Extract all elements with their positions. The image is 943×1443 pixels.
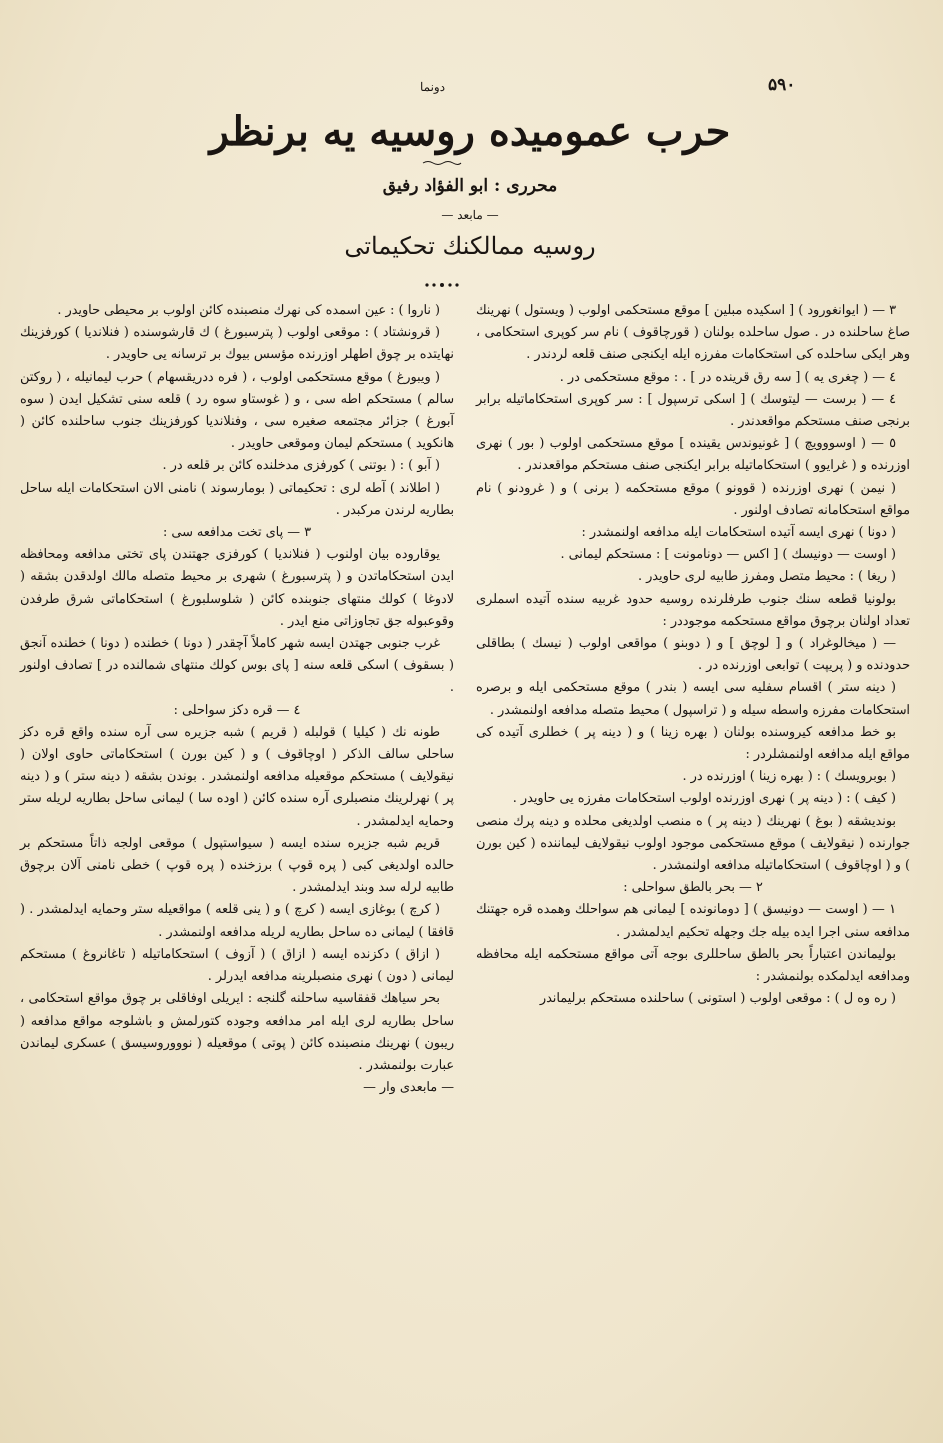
paragraph: ( كرچ ) بوغازی ايسه ( كرچ ) و ( ينی قلعه ) مواقعيله ستر وحمايه ايدلمشدر . ( قافقا ) ليمانی ده ساحل بطاريه لريله مدافعه اولنمشدر .: [20, 902, 454, 940]
continued-marker: — مابعد —: [441, 208, 499, 222]
paragraph: ( كيف ) : ( دينه پر ) نهری اوزرنده اولوب استحكامات مفرزه يی حاويدر .: [512, 791, 896, 807]
paragraph: ٤ — ( برست — ليتوسك ) [ اسكی ترسپول ] : سر كوپری استحكاماتيله برابر برنجی صنف مستحكم مواقعدندر .: [476, 391, 910, 430]
paragraph: ( دينه ستر ) اقسام سفليه سی ايسه ( بندر ) موقع مستحكمی ايله و برصره استحكامات مفرزه واسطه سيله و ( تراسپول ) محيط متصله مدافعه اولنمشدر .: [476, 680, 910, 718]
section-heading: ٢ — بحر بالطق سواحلی :: [623, 880, 763, 896]
paragraph: ( اوست — دونيسك ) [ اكس — دونامونت ] : مستحكم ليمانی .: [560, 547, 896, 563]
paragraph: ٤ — ( چغری يه ) [ سه رق قرينده در ] . : موقع مستحكمی در .: [559, 369, 896, 385]
paragraph: غرب جنوبی جهتدن ايسه شهر كاملاً آچقدر ( دونا ) خطنده ( دونا ) خطنده آنجق ( بسقوف ) اسكی قلعه سنه [ پای بوس كولك منتهای شمالنده در ] تصادف اولنور .: [20, 636, 454, 696]
author-line: محرری : ابو الفؤاد رفيق: [382, 176, 558, 196]
paragraph: — ( ميخالوغراد ) و [ لوچق ] و ( دوبنو ) مواقعی اولوب ( نيسك ) بطاقلی حدودنده و ( پريپت ) توابعی اوزرنده در .: [476, 636, 910, 674]
paragraph: بولونيا قطعه سنك جنوب طرفلرنده روسيه حدود غربيه سنده آتيده اسملری تعداد اولنان برچوق مواقع مستحكمه موجوددر :: [476, 591, 910, 629]
paragraph: ( ويبورغ ) موقع مستحكمی اولوب ، ( فره ددريقسهام ) حرب ليمانيله ، ( روكتن سالم ) مستحكم اطه سی ، و ( غوستاو سوه رد ) قلعه سنی تشكيل ايدن ( سوه آبورغ ) جزائر مجتمعه صغيره سی ، وفنلانديا كورفزينك جنوب ساحلنده كائن ( هانكويد ) مستحكم ليمان وموقعی حاويدر .: [20, 369, 454, 452]
section-subtitle: روسيه ممالكنك تحكيماتی: [344, 232, 596, 260]
section-heading: ٣ — پای تخت مدافعه سی :: [163, 525, 311, 541]
paragraph: ( بوبرويسك ) : ( بهره زينا ) اوزرنده در .: [682, 769, 896, 785]
to-be-continued-note: — مابعدی وار —: [363, 1080, 454, 1096]
paragraph: بونديشقه ( بوغ ) نهرينك ( دينه پر ) ه منصب اولديغی محلده و دينه پرك منصی جوارنده ( نيقولايف ) موقع مستحكمی موجود اولوب نيقولايف ليماننده ( كين بورن ) و ( اوچاقوف ) استحكاماتيله مدافعه اولنمشدر .: [476, 813, 910, 874]
section-ornament: [422, 282, 462, 288]
paragraph: ( نيمن ) نهری اوزرنده ( قوونو ) موقع مستحكمه ( برنی ) و ( غرودنو ) نام مواقع استحكامانه تصادف اولنور .: [476, 480, 910, 518]
paragraph: قريم شبه جزيره سنده ايسه ( سيواستپول ) موقعی اولجه ذاتاً مستحكم بر حالده اولديغی كبی ( پره قوپ ) برزخنده ( پره قوپ ) خطی نامنی آلان برچوق طابيه لرله سد وبند ايدلمشدر .: [20, 835, 454, 896]
paragraph: ( ريغا ) : محيط متصل ومفرز طابيه لری حاويدر .: [637, 569, 896, 585]
paragraph: ( ناروا ) : عين اسمده كی نهرك منصبنده كائن اولوب بر محيطی حاويدر .: [57, 303, 440, 318]
paragraph: ( دونا ) نهری ايسه آتيده استحكامات ايله مدافعه اولنمشدر :: [581, 525, 896, 541]
paragraph: ٣ — ( ايوانغورود ) [ اسكيده مبلين ] موقع مستحكمی اولوب ( ويستول ) نهرينك صاغ ساحلنده در . صول ساحلده بولنان ( قورچاقوف ) نام سر كوپری استحكامی ، وهر ايكی ساحلده كی استحكامات مفرزه ايله ايكنجی صنف قلعه لردندر .: [476, 303, 910, 363]
section-heading: ٤ — قره دكز سواحلی :: [173, 702, 301, 718]
paragraph: بو خط مدافعه كيروسنده بولنان ( بهره زينا ) و ( دينه پر ) خطلری آتيده كی مواقع ايله مدافعه اولنمشلردر :: [476, 724, 910, 763]
paragraph: بوليماندن اعتباراً بحر بالطق ساحللری بوجه آتی مواقع مستحكمه ايله محافظه ومدافعه ايدلمكده بولنمشدر :: [476, 946, 910, 985]
paragraph: ( ازاق ) دكزنده ايسه ( ازاق ) ( آزوف ) استحكاماتيله ( تاغانروغ ) مستحكم ليمانی ( دون ) نهری منصبلرينه مدافعه ايدرلر .: [20, 946, 454, 985]
paragraph: ( آبو ) : ( بوتنی ) كورفزی مدخلنده كائن بر قلعه در .: [162, 458, 440, 474]
paragraph: ٥ — ( اوسووويچ ) [ غونيوندس يقينده ] موقع مستحكمی اولوب ( بور ) نهری اوزرنده و ( غرايوو ) استحكاماتيله برابر ايكنجی صنف مستحكم مواقعدندر .: [476, 436, 910, 474]
title-flourish-ornament: [422, 160, 462, 166]
paragraph: ( ره وه ل ) : موقعی اولوب ( استونی ) ساحلنده مستحكم برليماندر: [539, 991, 896, 1007]
periodical-name: دونما: [420, 80, 446, 94]
left-column: [20, 300, 454, 1099]
paragraph: يوقاروده بيان اولنوب ( فنلانديا ) كورفزی جهتندن پای تختی مدافعه ومحافظه ايدن استحكاماتدن و ( پترسبورغ ) شهری بر محيط متصله مالك اولدقدن بشقه ( لادوغا ) كولك منتهای جنوبنده كائن ( شلوسلبورغ ) استحكاماتی شرق طرفدن وقوعبوله جق تجاوزاتی منع ايدر .: [20, 547, 454, 629]
paragraph: بحر سياهك قفقاسيه ساحلنه گلنجه : ايريلی اوفاقلی بر چوق مواقع استحكامی ، ساحل بطاريه لری ايله امر مدافعه وجوده كتورلمش و باشلوجه مواقع مدافعه ( ريبون ) نهرينك منصبنده كائن ( پوتی ) موقعيله ( نوووروسيسق ) عسكری ليماندن عبارت بولنمشدر .: [20, 991, 454, 1073]
paragraph: ( قرونشتاد ) : موقعی اولوب ( پترسبورغ ) ك قارشوسنده ( فنلانديا ) كورفزينك نهايتده بر چوق اطهلر اوزرنده مؤسس بيوك بر ترسانه يی حاويدر .: [20, 325, 454, 363]
page-number: ۵۹۰: [768, 75, 796, 95]
paragraph: طونه نك ( كيليا ) قولبله ( قريم ) شبه جزيره سی آره سنده واقع قره دكز ساحلی سالف الذكر ( اوچاقوف ) و ( كين بورن ) استحكاماتی حاوی اولان ( نيقولايف ) مستحكم موقعيله مدافعه اولنمشدر . بوندن بشقه ( دينه ستر ) و ( دينه پر ) نهرلرينك منصبلری آره سنده كائن ( اوده سا ) ليمانی ساحل بطاريه لريله ستر وحمايه ايدلمشدر .: [20, 724, 454, 829]
paragraph: ( اطلاند ) آطه لری : تحكيماتی ( بومارسوند ) نامنی الان استحكامات ايله ساحل بطاريه لرندن مركبدر .: [20, 480, 454, 518]
right-column: [476, 300, 910, 1011]
paragraph: ١ — ( اوست — دونيسق ) [ دومانونده ] ليمانی هم سواحلك وهمده قره جهتنك مدافعه سنی اجرا ايده بيله جك وجهله تحكيم ايدلمشدر .: [476, 902, 910, 940]
article-title: حرب عموميده روسيه يه برنظر: [209, 108, 731, 155]
